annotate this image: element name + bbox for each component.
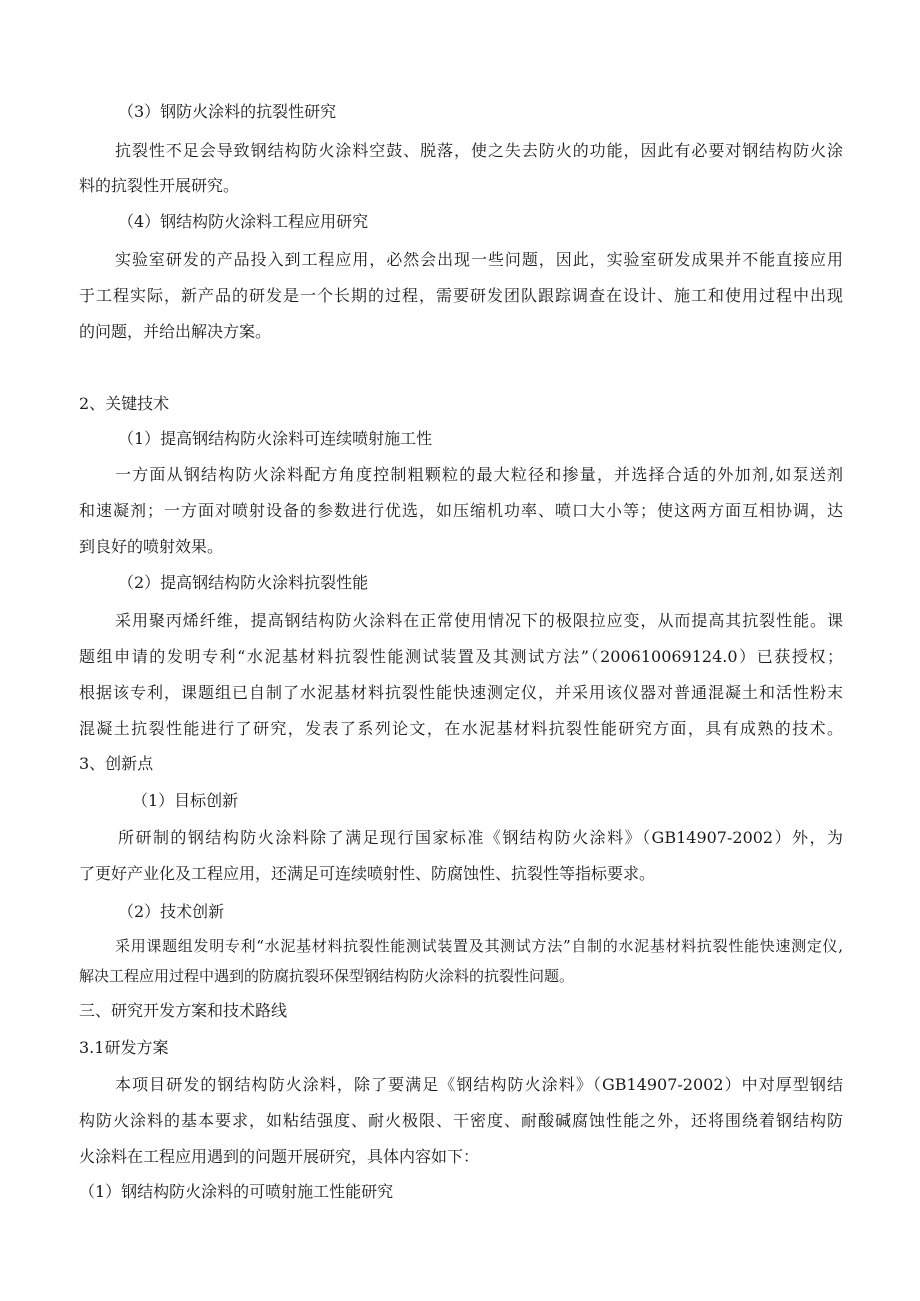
section-heading-key-tech: 2、关键技术 [79, 394, 170, 413]
paragraph-line: 一方面从钢结构防火涂料配方角度控制粗颗粒的最大粒径和掺量，并选择合适的外加剂,如泵送剂 [115, 465, 843, 484]
paragraph-line: 采用课题组发明专利“水泥基材料抗裂性能测试装置及其测试方法”自制的水泥基材料抗裂性能快速测定仪, [115, 937, 843, 955]
paragraph-line: 了更好产业化及工程应用，还满足可连续喷射性、防腐蚀性、抗裂性等指标要求。 [79, 864, 656, 883]
section-heading-innovation: 3、创新点 [79, 754, 154, 773]
paragraph-line: 到良好的喷射效果。 [79, 537, 224, 556]
paragraph-line: 构防火涂料的基本要求，如粘结强度、耐火极限、干密度、耐酸碱腐蚀性能之外，还将围绕着钢结构防 [79, 1111, 843, 1130]
paragraph-line: 混凝土抗裂性能进行了研究，发表了系列论文，在水泥基材料抗裂性能研究方面，具有成熟的技术。 [79, 719, 843, 738]
chapter-heading-research-plan: 三、研究开发方案和技术路线 [79, 1001, 288, 1020]
subsection-heading-3: （3）钢防火涂料的抗裂性研究 [118, 102, 337, 121]
paragraph-line: 实验室研发的产品投入到工程应用，必然会出现一些问题，因此，实验室研发成果并不能直接应用 [115, 250, 843, 269]
paragraph-line: 于工程实际，新产品的研发是一个长期的过程，需要研发团队跟踪调查在设计、施工和使用过程中出现 [79, 286, 843, 305]
paragraph-line: 根据该专利，课题组已自制了水泥基材料抗裂性能快速测定仪，并采用该仪器对普通混凝土和活性粉末 [79, 683, 843, 702]
subsection-heading: （1）提高钢结构防火涂料可连续喷射施工性 [118, 429, 433, 448]
paragraph-line: 的问题，并给出解决方案。 [79, 322, 272, 341]
subsection-heading: （1）钢结构防火涂料的可喷射施工性能研究 [79, 1182, 394, 1201]
section-heading-3-1: 3.1研发方案 [79, 1038, 169, 1057]
paragraph-line: 采用聚丙烯纤维，提高钢结构防火涂料在正常使用情况下的极限拉应变，从而提高其抗裂性能。课 [115, 611, 843, 630]
paragraph-line: 所研制的钢结构防火涂料除了满足现行国家标准《钢结构防火涂料》（GB14907-2002）外，为 [118, 828, 843, 847]
subsection-heading: （2）提高钢结构防火涂料抗裂性能 [118, 573, 369, 592]
subsection-heading: （1）目标创新 [132, 791, 239, 810]
paragraph-line: 火涂料在工程应用遇到的问题开展研究，具体内容如下： [79, 1147, 480, 1166]
subsection-heading-4: （4）钢结构防火涂料工程应用研究 [118, 212, 369, 231]
paragraph-line: 抗裂性不足会导致钢结构防火涂料空鼓、脱落，使之失去防火的功能，因此有必要对钢结构防火涂 [115, 141, 843, 160]
paragraph-line: 本项目研发的钢结构防火涂料，除了要满足《钢结构防火涂料》（GB14907-2002）中对厚型钢结 [115, 1075, 843, 1094]
paragraph-line: 解决工程应用过程中遇到的防腐抗裂环保型钢结构防火涂料的抗裂性问题。 [79, 967, 575, 985]
paragraph-line: 料的抗裂性开展研究。 [79, 176, 240, 195]
paragraph-line: 题组申请的发明专利“水泥基材料抗裂性能测试装置及其测试方法”（200610069124.0）已获授权； [79, 647, 843, 666]
paragraph-line: 和速凝剂；一方面对喷射设备的参数进行优选，如压缩机功率、喷口大小等；使这两方面互相协调，达 [79, 501, 843, 520]
subsection-heading: （2）技术创新 [118, 902, 225, 921]
